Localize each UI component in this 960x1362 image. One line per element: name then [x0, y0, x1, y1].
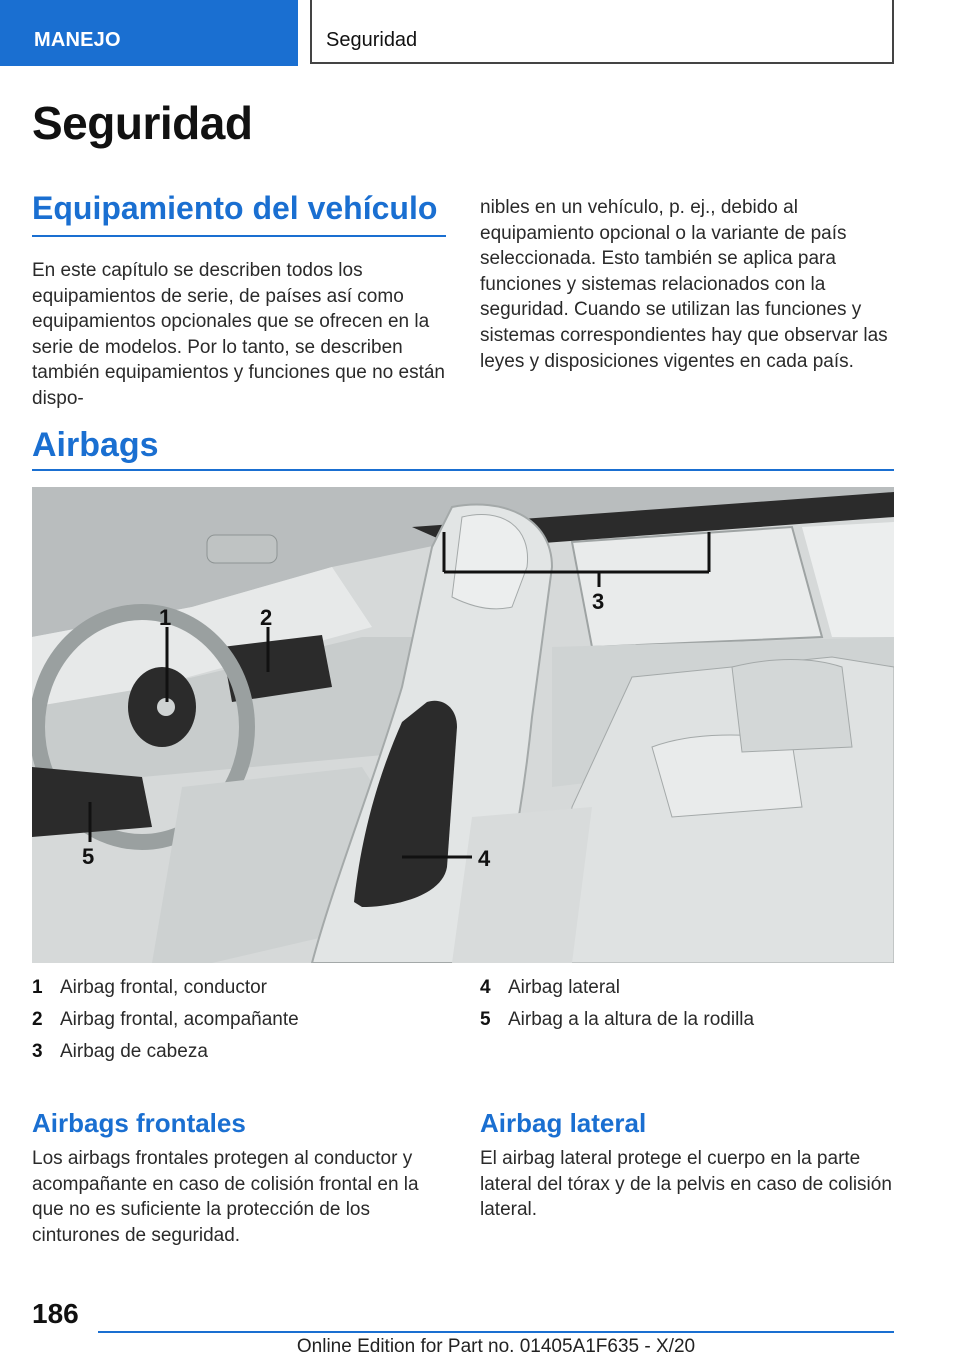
- section-heading-lateral: Airbag lateral: [480, 1108, 647, 1138]
- section-rule: [32, 469, 894, 471]
- legend-text: Airbag lateral: [508, 977, 620, 998]
- legend-number: 1: [32, 977, 43, 998]
- page-title: Seguridad: [32, 97, 253, 149]
- legend-number: 2: [32, 1009, 43, 1030]
- intro-paragraph-right: nibles en un vehículo, p. ej., debido al equipamiento opcional o la variante de país seleccionada. Esto también se aplica para funciones y sistemas relacionados con la seguridad. Cuando se utilizan las funciones y sistemas correspondientes hay que observar las leyes y disposiciones vigentes en cada país.: [480, 197, 888, 372]
- legend-text: Airbag frontal, acompañante: [60, 1009, 299, 1030]
- airbag-illustration: [32, 487, 894, 963]
- section-rule: [32, 235, 446, 237]
- chapter-tab-label: MANEJO: [34, 29, 121, 51]
- legend-text: Airbag frontal, conductor: [60, 977, 268, 998]
- intro-paragraph-left: En este capítulo se describen todos los equipamientos de serie, de países así como equipamientos opcionales que se ofrecen en la serie de modelos. Por lo tanto, se describen también equipamientos y funciones que no están dispo-: [32, 260, 445, 409]
- callout-3: 3: [592, 589, 605, 614]
- legend-text: Airbag a la altura de la rodilla: [508, 1009, 755, 1030]
- car-interior-drawing: [32, 487, 894, 963]
- callout-4: 4: [478, 846, 491, 871]
- frontal-paragraph: Los airbags frontales protegen al conductor y acompañante en caso de colisión frontal en la que no es suficiente la protección de los cinturones de seguridad.: [32, 1148, 419, 1246]
- lateral-paragraph: El airbag lateral protege el cuerpo en la parte lateral del tórax y de la pelvis en caso de colisión lateral.: [480, 1148, 892, 1221]
- legend-number: 3: [32, 1041, 43, 1062]
- callout-2: 2: [260, 605, 273, 630]
- section-heading-frontal: Airbags frontales: [32, 1108, 246, 1138]
- callout-5: 5: [82, 844, 95, 869]
- legend-text: Airbag de cabeza: [60, 1041, 208, 1062]
- legend-number: 4: [480, 977, 491, 998]
- page-number: 186: [32, 1298, 79, 1329]
- section-heading-airbags: Airbags: [32, 426, 159, 464]
- section-heading-equipment: Equipamiento del vehículo: [32, 190, 438, 226]
- legend-number: 5: [480, 1009, 491, 1030]
- breadcrumb: Seguridad: [326, 29, 418, 51]
- footer-edition-text: Online Edition for Part no. 01405A1F635 - X/20: [296, 1336, 696, 1357]
- callout-1: 1: [159, 605, 172, 630]
- footer-rule: [98, 1331, 894, 1333]
